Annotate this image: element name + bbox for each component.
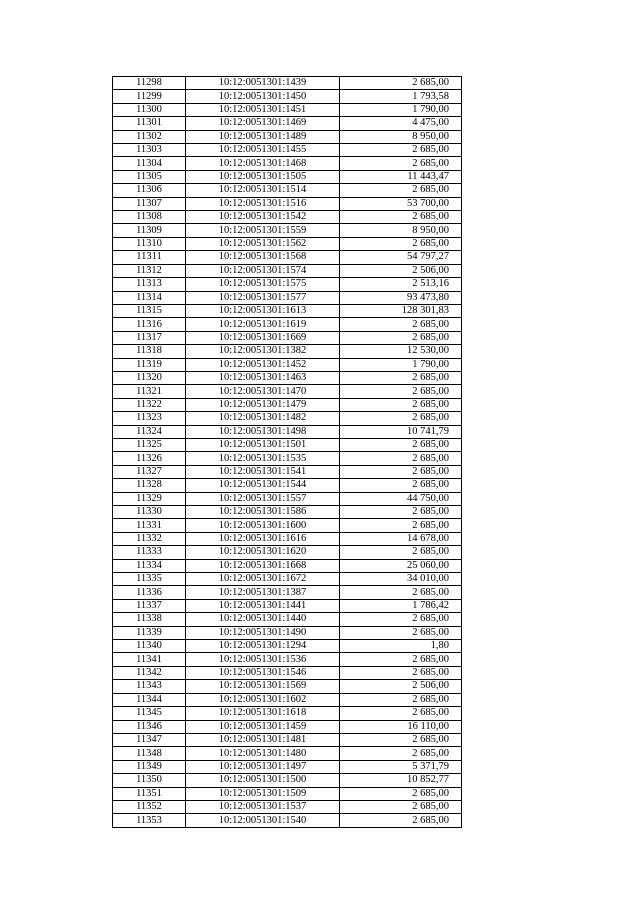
row-number-cell: 11315 [113, 304, 186, 317]
row-number-cell: 11328 [113, 479, 186, 492]
cadastral-number-cell: 10:12:0051301:1600 [186, 519, 340, 532]
row-number-cell: 11347 [113, 733, 186, 746]
table-row [113, 425, 462, 438]
value-cell: 2 685,00 [340, 747, 462, 760]
cadastral-number-cell: 10:12:0051301:1500 [186, 774, 340, 787]
row-number-cell: 11338 [113, 613, 186, 626]
cadastral-number-cell: 10:12:0051301:1669 [186, 331, 340, 344]
cadastral-number-cell: 10:12:0051301:1482 [186, 412, 340, 425]
table-row [113, 345, 462, 358]
table-row [113, 640, 462, 653]
row-number-cell: 11307 [113, 197, 186, 210]
table-row [113, 130, 462, 143]
table-row [113, 559, 462, 572]
cadastral-number-cell: 10:12:0051301:1562 [186, 237, 340, 250]
value-cell: 4 475,00 [340, 117, 462, 130]
cadastral-number-cell: 10:12:0051301:1490 [186, 626, 340, 639]
value-cell: 2 685,00 [340, 800, 462, 813]
row-number-cell: 11313 [113, 278, 186, 291]
row-number-cell: 11348 [113, 747, 186, 760]
value-cell: 34 010,00 [340, 573, 462, 586]
row-number-cell: 11351 [113, 787, 186, 800]
cadastral-number-cell: 10:12:0051301:1469 [186, 117, 340, 130]
cadastral-number-cell: 10:12:0051301:1537 [186, 800, 340, 813]
cadastral-number-cell: 10:12:0051301:1479 [186, 398, 340, 411]
table-row [113, 693, 462, 706]
table-row [113, 358, 462, 371]
table-row [113, 479, 462, 492]
value-cell: 2 685,00 [340, 157, 462, 170]
table-row [113, 371, 462, 384]
row-number-cell: 11353 [113, 814, 186, 827]
row-number-cell: 11317 [113, 331, 186, 344]
row-number-cell: 11352 [113, 800, 186, 813]
cadastral-number-cell: 10:12:0051301:1480 [186, 747, 340, 760]
value-cell: 5 371,79 [340, 760, 462, 773]
cadastral-number-cell: 10:12:0051301:1569 [186, 680, 340, 693]
cadastral-number-cell: 10:12:0051301:1540 [186, 814, 340, 827]
table-row [113, 452, 462, 465]
table-row [113, 438, 462, 451]
value-cell: 2 685,00 [340, 787, 462, 800]
cadastral-number-cell: 10:12:0051301:1619 [186, 318, 340, 331]
table-row [113, 613, 462, 626]
value-cell: 2 685,00 [340, 693, 462, 706]
row-number-cell: 11306 [113, 184, 186, 197]
value-cell: 2 685,00 [340, 371, 462, 384]
cadastral-number-cell: 10:12:0051301:1586 [186, 506, 340, 519]
row-number-cell: 11322 [113, 398, 186, 411]
row-number-cell: 11309 [113, 224, 186, 237]
row-number-cell: 11344 [113, 693, 186, 706]
row-number-cell: 11325 [113, 438, 186, 451]
cadastral-number-cell: 10:12:0051301:1616 [186, 532, 340, 545]
value-cell: 8 950,00 [340, 224, 462, 237]
table-row [113, 760, 462, 773]
table-row [113, 707, 462, 720]
table-row [113, 77, 462, 90]
value-cell: 2 685,00 [340, 586, 462, 599]
value-cell: 2 685,00 [340, 398, 462, 411]
table-row [113, 720, 462, 733]
row-number-cell: 11319 [113, 358, 186, 371]
value-cell: 16 110,00 [340, 720, 462, 733]
value-cell: 12 530,00 [340, 345, 462, 358]
row-number-cell: 11327 [113, 465, 186, 478]
table-row [113, 519, 462, 532]
value-cell: 53 700,00 [340, 197, 462, 210]
row-number-cell: 11337 [113, 599, 186, 612]
value-cell: 2 685,00 [340, 438, 462, 451]
row-number-cell: 11316 [113, 318, 186, 331]
value-cell: 14 678,00 [340, 532, 462, 545]
value-cell: 2 685,00 [340, 318, 462, 331]
table-row [113, 264, 462, 277]
cadastral-number-cell: 10:12:0051301:1516 [186, 197, 340, 210]
value-cell: 10 741,79 [340, 425, 462, 438]
table-row [113, 318, 462, 331]
value-cell: 2 506,00 [340, 680, 462, 693]
cadastral-number-cell: 10:12:0051301:1535 [186, 452, 340, 465]
cadastral-number-cell: 10:12:0051301:1618 [186, 707, 340, 720]
row-number-cell: 11304 [113, 157, 186, 170]
row-number-cell: 11301 [113, 117, 186, 130]
cadastral-number-cell: 10:12:0051301:1620 [186, 546, 340, 559]
cadastral-number-cell: 10:12:0051301:1672 [186, 573, 340, 586]
cadastral-number-cell: 10:12:0051301:1498 [186, 425, 340, 438]
cadastral-number-cell: 10:12:0051301:1463 [186, 371, 340, 384]
value-cell: 2 685,00 [340, 452, 462, 465]
table-row [113, 666, 462, 679]
cadastral-number-cell: 10:12:0051301:1489 [186, 130, 340, 143]
value-cell: 2 685,00 [340, 144, 462, 157]
value-cell: 2 513,16 [340, 278, 462, 291]
table-row [113, 586, 462, 599]
cadastral-number-cell: 10:12:0051301:1382 [186, 345, 340, 358]
row-number-cell: 11332 [113, 532, 186, 545]
value-cell: 2 685,00 [340, 211, 462, 224]
row-number-cell: 11342 [113, 666, 186, 679]
cadastral-number-cell: 10:12:0051301:1542 [186, 211, 340, 224]
value-cell: 2 685,00 [340, 412, 462, 425]
cadastral-number-cell: 10:12:0051301:1546 [186, 666, 340, 679]
value-cell: 2 685,00 [340, 331, 462, 344]
value-cell: 2 685,00 [340, 546, 462, 559]
row-number-cell: 11341 [113, 653, 186, 666]
value-cell: 1 790,00 [340, 358, 462, 371]
value-cell: 2 685,00 [340, 707, 462, 720]
cadastral-number-cell: 10:12:0051301:1501 [186, 438, 340, 451]
value-cell: 1 793,58 [340, 90, 462, 103]
table-row [113, 385, 462, 398]
cadastral-number-cell: 10:12:0051301:1509 [186, 787, 340, 800]
value-cell: 1,80 [340, 640, 462, 653]
row-number-cell: 11298 [113, 77, 186, 90]
value-cell: 2 685,00 [340, 653, 462, 666]
table-row [113, 733, 462, 746]
row-number-cell: 11305 [113, 170, 186, 183]
cadastral-number-cell: 10:12:0051301:1575 [186, 278, 340, 291]
row-number-cell: 11323 [113, 412, 186, 425]
table-row [113, 170, 462, 183]
cadastral-number-cell: 10:12:0051301:1451 [186, 103, 340, 116]
cadastral-number-cell: 10:12:0051301:1568 [186, 251, 340, 264]
table-row [113, 599, 462, 612]
value-cell: 2 685,00 [340, 77, 462, 90]
row-number-cell: 11299 [113, 90, 186, 103]
table-row [113, 532, 462, 545]
value-cell: 2 685,00 [340, 479, 462, 492]
cadastral-number-cell: 10:12:0051301:1440 [186, 613, 340, 626]
row-number-cell: 11326 [113, 452, 186, 465]
cadastral-number-cell: 10:12:0051301:1557 [186, 492, 340, 505]
row-number-cell: 11335 [113, 573, 186, 586]
value-cell: 2 685,00 [340, 733, 462, 746]
table-row [113, 800, 462, 813]
cadastral-number-cell: 10:12:0051301:1574 [186, 264, 340, 277]
cadastral-number-cell: 10:12:0051301:1450 [186, 90, 340, 103]
row-number-cell: 11308 [113, 211, 186, 224]
table-row [113, 573, 462, 586]
table-row [113, 747, 462, 760]
table-row [113, 626, 462, 639]
row-number-cell: 11331 [113, 519, 186, 532]
value-cell: 25 060,00 [340, 559, 462, 572]
cadastral-number-cell: 10:12:0051301:1602 [186, 693, 340, 706]
table-row [113, 814, 462, 827]
table-row [113, 144, 462, 157]
row-number-cell: 11340 [113, 640, 186, 653]
value-cell: 2 685,00 [340, 184, 462, 197]
cadastral-number-cell: 10:12:0051301:1439 [186, 77, 340, 90]
table-row [113, 237, 462, 250]
cadastral-number-cell: 10:12:0051301:1468 [186, 157, 340, 170]
table-row [113, 653, 462, 666]
row-number-cell: 11318 [113, 345, 186, 358]
cadastral-number-cell: 10:12:0051301:1481 [186, 733, 340, 746]
table-body [113, 77, 462, 828]
cadastral-number-cell: 10:12:0051301:1544 [186, 479, 340, 492]
row-number-cell: 11339 [113, 626, 186, 639]
value-cell: 1 790,00 [340, 103, 462, 116]
table-row [113, 278, 462, 291]
value-cell: 2 685,00 [340, 814, 462, 827]
table-row [113, 211, 462, 224]
cadastral-number-cell: 10:12:0051301:1441 [186, 599, 340, 612]
cadastral-number-cell: 10:12:0051301:1668 [186, 559, 340, 572]
value-cell: 2 685,00 [340, 506, 462, 519]
table-row [113, 465, 462, 478]
value-cell: 2 685,00 [340, 626, 462, 639]
row-number-cell: 11300 [113, 103, 186, 116]
row-number-cell: 11310 [113, 237, 186, 250]
cadastral-number-cell: 10:12:0051301:1459 [186, 720, 340, 733]
value-cell: 8 950,00 [340, 130, 462, 143]
table-row [113, 506, 462, 519]
row-number-cell: 11349 [113, 760, 186, 773]
table-row [113, 304, 462, 317]
row-number-cell: 11333 [113, 546, 186, 559]
data-table [112, 76, 462, 828]
table-row [113, 680, 462, 693]
row-number-cell: 11312 [113, 264, 186, 277]
cadastral-number-cell: 10:12:0051301:1541 [186, 465, 340, 478]
value-cell: 128 301,83 [340, 304, 462, 317]
value-cell: 2 685,00 [340, 666, 462, 679]
value-cell: 10 852,77 [340, 774, 462, 787]
value-cell: 2 685,00 [340, 613, 462, 626]
value-cell: 44 750,00 [340, 492, 462, 505]
cadastral-number-cell: 10:12:0051301:1613 [186, 304, 340, 317]
value-cell: 2 685,00 [340, 465, 462, 478]
value-cell: 1 786,42 [340, 599, 462, 612]
table-row [113, 331, 462, 344]
table-row [113, 103, 462, 116]
table-row [113, 90, 462, 103]
row-number-cell: 11324 [113, 425, 186, 438]
value-cell: 2 685,00 [340, 519, 462, 532]
table-row [113, 398, 462, 411]
row-number-cell: 11343 [113, 680, 186, 693]
row-number-cell: 11311 [113, 251, 186, 264]
value-cell: 2 506,00 [340, 264, 462, 277]
table-row [113, 251, 462, 264]
row-number-cell: 11345 [113, 707, 186, 720]
cadastral-number-cell: 10:12:0051301:1505 [186, 170, 340, 183]
row-number-cell: 11303 [113, 144, 186, 157]
table-row [113, 224, 462, 237]
row-number-cell: 11334 [113, 559, 186, 572]
row-number-cell: 11320 [113, 371, 186, 384]
row-number-cell: 11346 [113, 720, 186, 733]
table-row [113, 157, 462, 170]
row-number-cell: 11336 [113, 586, 186, 599]
table-row [113, 197, 462, 210]
row-number-cell: 11321 [113, 385, 186, 398]
table-row [113, 774, 462, 787]
table-row [113, 291, 462, 304]
table-row [113, 546, 462, 559]
value-cell: 54 797,27 [340, 251, 462, 264]
row-number-cell: 11314 [113, 291, 186, 304]
cadastral-number-cell: 10:12:0051301:1470 [186, 385, 340, 398]
row-number-cell: 11330 [113, 506, 186, 519]
value-cell: 2 685,00 [340, 385, 462, 398]
cadastral-number-cell: 10:12:0051301:1387 [186, 586, 340, 599]
cadastral-number-cell: 10:12:0051301:1497 [186, 760, 340, 773]
table-row [113, 412, 462, 425]
cadastral-number-cell: 10:12:0051301:1452 [186, 358, 340, 371]
value-cell: 93 473,80 [340, 291, 462, 304]
row-number-cell: 11329 [113, 492, 186, 505]
cadastral-number-cell: 10:12:0051301:1577 [186, 291, 340, 304]
value-cell: 11 443,47 [340, 170, 462, 183]
value-cell: 2 685,00 [340, 237, 462, 250]
cadastral-number-cell: 10:12:0051301:1559 [186, 224, 340, 237]
row-number-cell: 11302 [113, 130, 186, 143]
cadastral-number-cell: 10:12:0051301:1536 [186, 653, 340, 666]
table-row [113, 492, 462, 505]
cadastral-number-cell: 10:12:0051301:1294 [186, 640, 340, 653]
table-row [113, 184, 462, 197]
cadastral-number-cell: 10:12:0051301:1455 [186, 144, 340, 157]
table-row [113, 787, 462, 800]
cadastral-number-cell: 10:12:0051301:1514 [186, 184, 340, 197]
table-row [113, 117, 462, 130]
row-number-cell: 11350 [113, 774, 186, 787]
